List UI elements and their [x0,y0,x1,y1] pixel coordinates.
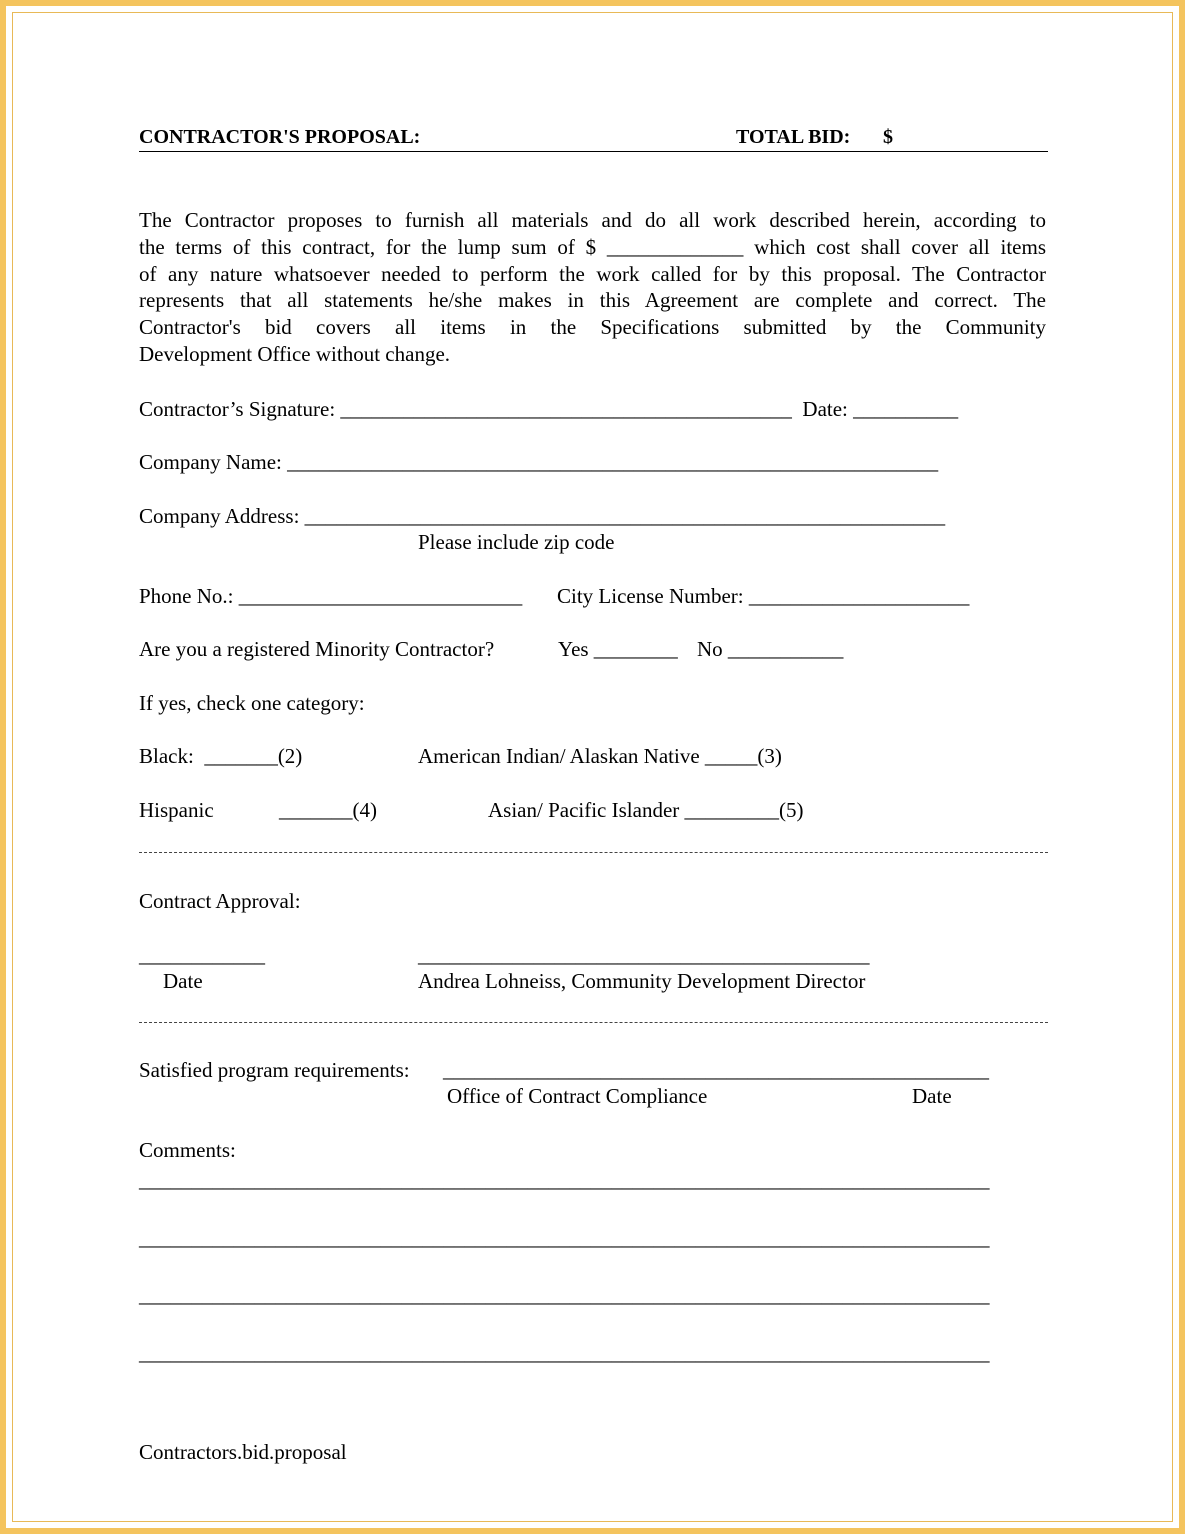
minority-question: Are you a registered Minority Contractor? [139,637,495,661]
minority-yes-field[interactable]: Yes ________ [558,637,678,661]
zip-code-note: Please include zip code [418,530,615,554]
comment-line[interactable]: _________________________________________________________________________________ [139,1168,990,1192]
comment-line[interactable]: _________________________________________________________________________________ [139,1226,990,1250]
signature-date-field[interactable]: Contractor’s Signature: ___________________________________________ Date: __________ [139,397,959,421]
category-prompt: If yes, check one category: [139,691,365,715]
approval-heading: Contract Approval: [139,889,301,913]
city-license-field[interactable]: City License Number: _____________________ [557,584,970,608]
company-address-field[interactable]: Company Address: _____________________________________________________________ [139,504,946,528]
director-label: Andrea Lohneiss, Community Development Director [418,969,866,993]
paragraph-line: The Contractor proposes to furnish all materials and do all work described herein, according to [139,208,1046,232]
phone-field[interactable]: Phone No.: ___________________________ [139,584,523,608]
paragraph-line: Contractor's bid covers all items in the Specifications submitted by the Community [139,315,1046,340]
total-bid-currency: $ [883,126,893,148]
header-rule [139,151,1048,152]
section-divider [139,1022,1048,1023]
approval-date-label: Date [163,969,203,993]
form-title: CONTRACTOR'S PROPOSAL: [139,126,421,148]
approval-date-line[interactable]: ____________ [139,943,265,967]
minority-no-field[interactable]: No ___________ [697,637,844,661]
compliance-signature-line[interactable]: ____________________________________________________ [443,1058,989,1082]
comments-label: Comments: [139,1138,236,1162]
compliance-label: Satisfied program requirements: [139,1058,410,1082]
section-divider [139,852,1048,853]
category-hispanic[interactable]: _______(4) [279,798,377,822]
category-american-indian[interactable]: American Indian/ Alaskan Native _____(3) [418,744,782,768]
paragraph-line: represents that all statements he/she makes in this Agreement are complete and correct. The [139,288,1046,313]
comment-line[interactable]: _________________________________________________________________________________ [139,1283,990,1307]
comment-line[interactable]: _________________________________________________________________________________ [139,1341,990,1365]
footer-filename: Contractors.bid.proposal [139,1440,347,1464]
company-name-field[interactable]: Company Name: ______________________________________________________________ [139,450,939,474]
paragraph-line: the terms of this contract, for the lump sum of $ _____________ which cost shall cover all items [139,234,1046,259]
compliance-office-label: Office of Contract Compliance [447,1084,708,1108]
proposal-paragraph [139,207,1046,368]
paragraph-line: Development Office without change. [139,341,451,366]
category-asian[interactable]: Asian/ Pacific Islander _________(5) [488,798,804,822]
category-black[interactable]: Black: _______(2) [139,744,303,768]
paragraph-line: of any nature whatsoever needed to perform the work called for by this proposal. The Contractor [139,261,1046,286]
total-bid-label: TOTAL BID: [736,126,851,148]
director-signature-line[interactable]: ___________________________________________ [418,943,870,967]
category-hispanic-label: Hispanic [139,798,214,822]
compliance-date-label: Date [912,1084,952,1108]
